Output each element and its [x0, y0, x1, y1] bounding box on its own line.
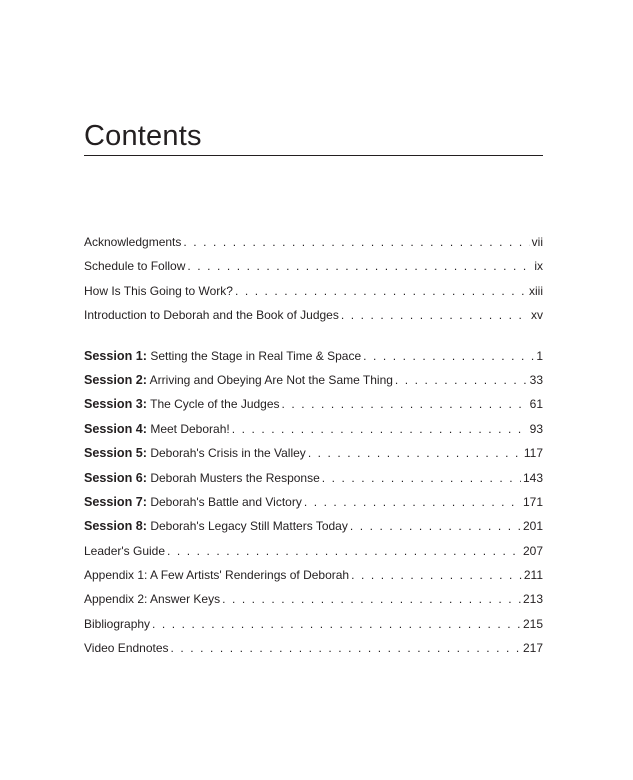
- toc-entry-label: [84, 417, 230, 441]
- toc-entry-video-endnotes[interactable]: [84, 636, 543, 660]
- toc-entry-label: [84, 514, 348, 538]
- toc-page-number: 143: [522, 470, 543, 485]
- toc-page-number: 33: [529, 372, 543, 387]
- toc-entry-session-2[interactable]: [84, 368, 543, 392]
- toc-page-number: 207: [522, 543, 543, 558]
- toc-entry-session-4[interactable]: [84, 417, 543, 441]
- toc-page-number: 1: [536, 348, 543, 363]
- dot-leader: [341, 303, 529, 327]
- toc-entry-title: Acknowledgments: [84, 235, 182, 249]
- session-number: Session 3:: [84, 397, 147, 412]
- toc-entry-label: [84, 441, 306, 465]
- toc-entry-session-6[interactable]: [84, 466, 543, 490]
- toc-entry-label: [84, 303, 339, 327]
- toc-entry-title: Setting the Stage in Real Time & Space: [147, 348, 362, 363]
- toc-page-number: vii: [531, 235, 543, 249]
- toc-entry-label: [84, 344, 361, 368]
- toc-entry-appendix-1[interactable]: [84, 563, 543, 587]
- dot-leader: [308, 441, 522, 465]
- dot-leader: [350, 514, 521, 538]
- toc-entry-session-5[interactable]: [84, 441, 543, 465]
- session-number: Session 5:: [84, 446, 147, 461]
- dot-leader: [232, 417, 528, 441]
- page-title: Contents: [84, 120, 202, 152]
- toc-entry-label: [84, 279, 233, 303]
- toc-page-number: 61: [529, 397, 543, 412]
- toc-entry-leaders-guide[interactable]: [84, 539, 543, 563]
- toc-entry-label: [84, 230, 181, 254]
- toc-entry-title: Meet Deborah!: [147, 421, 230, 436]
- toc-entry-label: [84, 466, 320, 490]
- dot-leader: [304, 490, 521, 514]
- toc-entry-title: Deborah's Battle and Victory: [147, 494, 302, 509]
- toc-entry-title: Deborah Musters the Response: [147, 470, 320, 485]
- toc-entry-appendix-2[interactable]: [84, 587, 543, 611]
- toc-entry-label: [84, 612, 150, 636]
- toc-entry-title: Leader's Guide: [84, 543, 166, 558]
- dot-leader: [187, 254, 532, 278]
- toc-entry-title: Schedule to Follow: [84, 259, 186, 274]
- toc-entry-session-7[interactable]: [84, 490, 543, 514]
- title-divider: [84, 155, 543, 156]
- dot-leader: [171, 636, 521, 660]
- dot-leader: [351, 563, 522, 587]
- toc-page-number: 117: [523, 446, 543, 461]
- dot-leader: [183, 230, 529, 254]
- session-number: Session 4:: [84, 421, 147, 436]
- toc-page-number: xv: [531, 308, 543, 323]
- toc-entry-label: [84, 539, 165, 563]
- toc-entry-title: Deborah's Crisis in the Valley: [147, 446, 306, 461]
- toc-entry-title: How Is This Going to Work?: [84, 283, 233, 298]
- toc-page-number: 213: [522, 592, 543, 607]
- dot-leader: [322, 466, 521, 490]
- toc-page-number: 93: [529, 421, 543, 436]
- toc-entry-label: [84, 587, 220, 611]
- toc-entry-label: [84, 368, 393, 392]
- table-of-contents: [84, 230, 543, 661]
- session-number: Session 1:: [84, 348, 147, 363]
- toc-entry-schedule[interactable]: [84, 254, 543, 278]
- session-number: Session 6:: [84, 470, 147, 485]
- toc-entry-session-3[interactable]: [84, 392, 543, 416]
- toc-page-number: 201: [522, 519, 543, 534]
- toc-entry-title: Appendix 1: A Few Artists' Renderings of Deborah: [84, 568, 350, 583]
- toc-entry-title: Arriving and Obeying Are Not the Same Thing: [147, 372, 393, 387]
- toc-entry-title: Bibliography: [84, 616, 151, 631]
- toc-page-number: 211: [523, 568, 543, 583]
- toc-page-number: ix: [534, 259, 543, 274]
- toc-entry-title: The Cycle of the Judges: [147, 397, 280, 412]
- toc-entry-title: Deborah's Legacy Still Matters Today: [147, 519, 348, 534]
- toc-entry-label: [84, 254, 185, 278]
- toc-entry-bibliography[interactable]: [84, 612, 543, 636]
- dot-leader: [395, 368, 528, 392]
- toc-page-number: 215: [522, 616, 543, 631]
- toc-entry-title: Video Endnotes: [84, 641, 169, 656]
- toc-entry-title: Appendix 2: Answer Keys: [84, 592, 221, 607]
- toc-page-number: 171: [522, 494, 543, 509]
- toc-entry-introduction[interactable]: [84, 303, 543, 327]
- toc-page-number: 217: [522, 641, 543, 656]
- toc-entry-label: [84, 392, 280, 416]
- dot-leader: [235, 279, 527, 303]
- toc-entry-label: [84, 636, 169, 660]
- dot-leader: [167, 539, 521, 563]
- session-number: Session 8:: [84, 519, 147, 534]
- toc-entry-title: Introduction to Deborah and the Book of Judges: [84, 308, 339, 323]
- dot-leader: [222, 587, 521, 611]
- session-number: Session 2:: [84, 372, 147, 387]
- toc-entry-acknowledgments[interactable]: [84, 230, 543, 254]
- toc-entry-label: [84, 563, 349, 587]
- session-number: Session 7:: [84, 494, 147, 509]
- toc-entry-how-it-works[interactable]: [84, 279, 543, 303]
- dot-leader: [282, 392, 528, 416]
- toc-entry-label: [84, 490, 302, 514]
- toc-entry-session-8[interactable]: [84, 514, 543, 538]
- toc-page-number: xiii: [529, 283, 543, 298]
- toc-entry-session-1[interactable]: [84, 344, 543, 368]
- dot-leader: [152, 612, 521, 636]
- dot-leader: [363, 344, 534, 368]
